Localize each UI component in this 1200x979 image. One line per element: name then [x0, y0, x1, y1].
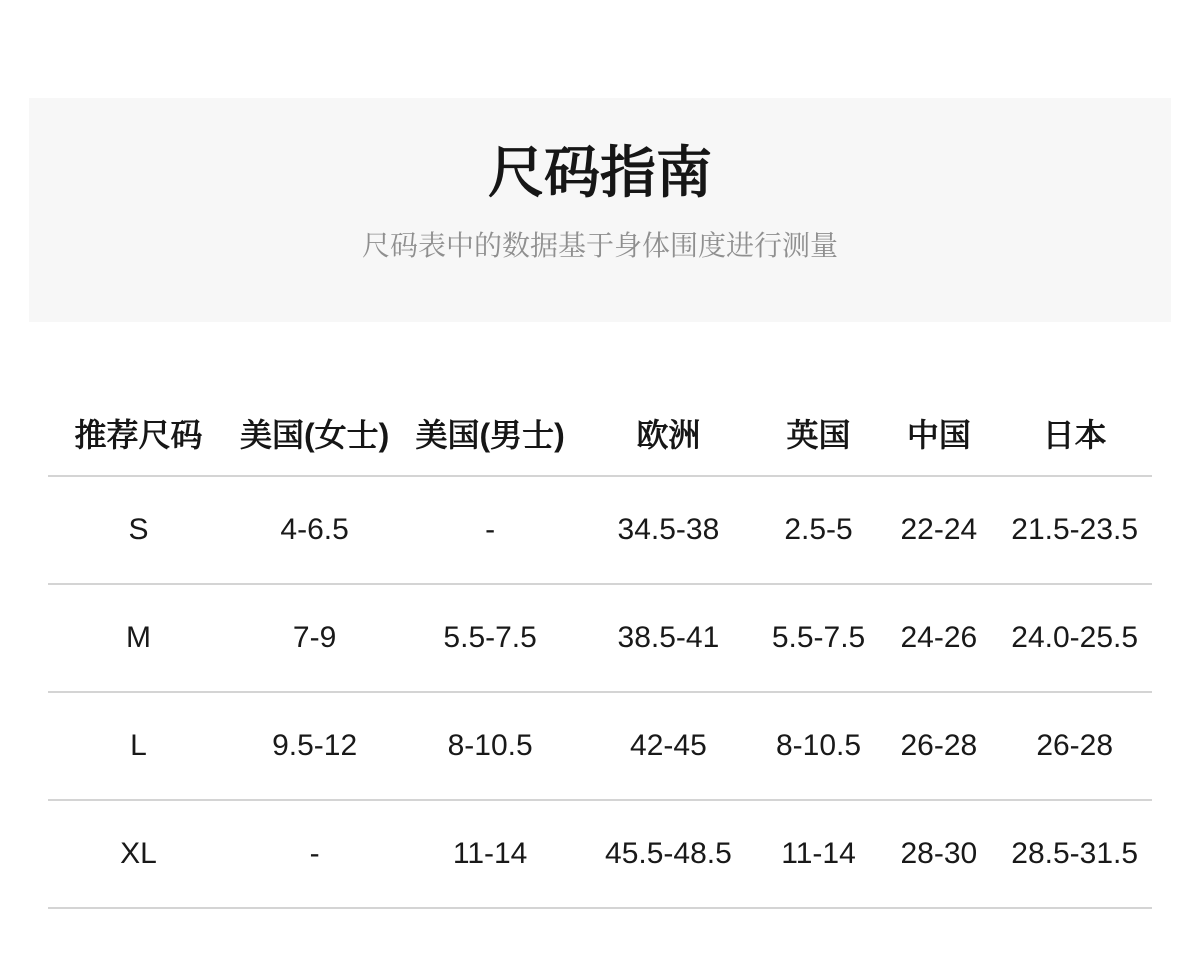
- size-label-cell: XL: [48, 800, 229, 908]
- size-value-cell: 4-6.5: [229, 476, 400, 584]
- size-value-cell: 5.5-7.5: [400, 584, 580, 692]
- size-value-cell: 42-45: [580, 692, 757, 800]
- table-row: [48, 476, 1152, 584]
- size-value-cell: 5.5-7.5: [757, 584, 881, 692]
- page-subtitle: 尺码表中的数据基于身体围度进行测量: [361, 230, 838, 261]
- size-value-cell: 45.5-48.5: [580, 800, 757, 908]
- size-value-cell: 22-24: [880, 476, 997, 584]
- size-value-cell: 21.5-23.5: [997, 476, 1152, 584]
- size-value-cell: 8-10.5: [757, 692, 881, 800]
- size-guide-header: [29, 98, 1171, 322]
- column-header-3: 欧洲: [580, 390, 757, 476]
- size-chart-table: [48, 390, 1152, 909]
- size-value-cell: 26-28: [880, 692, 997, 800]
- column-header-0: 推荐尺码: [48, 390, 229, 476]
- column-header-2: 美国(男士): [400, 390, 580, 476]
- table-row: [48, 800, 1152, 908]
- size-label-cell: M: [48, 584, 229, 692]
- size-value-cell: 11-14: [400, 800, 580, 908]
- size-value-cell: 24.0-25.5: [997, 584, 1152, 692]
- size-label-cell: L: [48, 692, 229, 800]
- size-value-cell: 34.5-38: [580, 476, 757, 584]
- size-value-cell: 9.5-12: [229, 692, 400, 800]
- table-row: [48, 692, 1152, 800]
- size-value-cell: -: [400, 476, 580, 584]
- column-header-6: 日本: [997, 390, 1152, 476]
- size-value-cell: 26-28: [997, 692, 1152, 800]
- table-header-row: [48, 390, 1152, 476]
- size-value-cell: 38.5-41: [580, 584, 757, 692]
- size-value-cell: -: [229, 800, 400, 908]
- size-value-cell: 28.5-31.5: [997, 800, 1152, 908]
- table-body: [48, 476, 1152, 908]
- size-label-cell: S: [48, 476, 229, 584]
- page-title: 尺码指南: [488, 141, 712, 204]
- size-value-cell: 28-30: [880, 800, 997, 908]
- size-value-cell: 8-10.5: [400, 692, 580, 800]
- column-header-1: 美国(女士): [229, 390, 400, 476]
- table-row: [48, 584, 1152, 692]
- column-header-4: 英国: [757, 390, 881, 476]
- size-value-cell: 24-26: [880, 584, 997, 692]
- size-value-cell: 11-14: [757, 800, 881, 908]
- column-header-5: 中国: [880, 390, 997, 476]
- size-value-cell: 7-9: [229, 584, 400, 692]
- size-value-cell: 2.5-5: [757, 476, 881, 584]
